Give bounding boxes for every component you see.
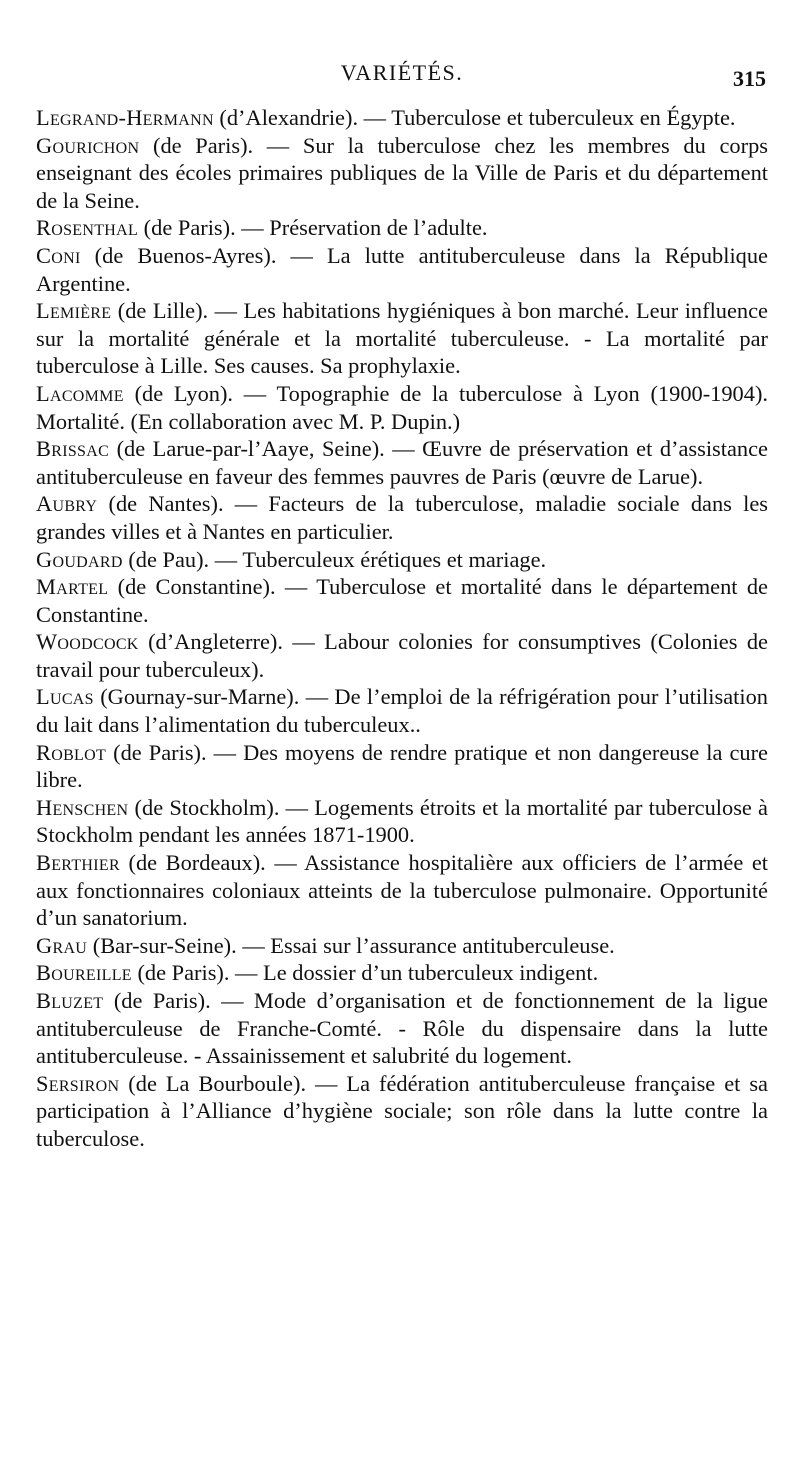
entry-author: Legrand-Hermann <box>36 105 214 130</box>
entry-text: (Bar-sur-Seine). — Essai sur l’assurance antituberculeuse. <box>87 932 615 958</box>
bibliography-list <box>36 104 768 1153</box>
entry-text: (de Paris). — Des moyens de rendre pratique et non dangereuse la cure libre. <box>36 739 768 793</box>
entry-author: Goudard <box>36 546 123 572</box>
entry-author: Lemière <box>36 298 112 324</box>
entry-text: (d’Angleterre). — Labour colonies for consumptives (Colonies de travail pour tuberculeux). <box>36 629 768 682</box>
bibliography-entry <box>36 242 768 297</box>
entry-author: Aubry <box>36 491 98 517</box>
bibliography-entry <box>36 987 768 1070</box>
bibliography-entry <box>36 1070 768 1153</box>
bibliography-entry <box>36 683 768 738</box>
entry-text: (de Pau). — Tuberculeux érétiques et mariage. <box>122 546 547 572</box>
entry-text: (d’Alexandrie). — Tuberculose et tuberculeux en Égypte. <box>213 105 736 130</box>
bibliography-entry <box>36 104 768 132</box>
bibliography-entry <box>36 435 768 490</box>
entry-text: (de Lille). — Les habitations hygiéniques à bon marché. Leur influence sur la mortalité générale et la mortalité tuberculeuse. - La mortalité par tuberculose à Lille. Ses causes. Sa prophylaxie. <box>36 298 768 379</box>
book-page <box>36 60 768 1153</box>
entry-author: Lucas <box>36 684 94 710</box>
entry-author: Grau <box>36 932 88 958</box>
entry-text: (de Constantine). — Tuberculose et mortalité dans le département de Constantine. <box>36 574 768 627</box>
entry-author: Woodcock <box>36 629 139 655</box>
entry-author: Boureille <box>36 960 132 986</box>
bibliography-entry <box>36 739 768 794</box>
running-head <box>36 60 768 104</box>
bibliography-entry <box>36 628 768 683</box>
bibliography-entry <box>36 297 768 380</box>
entry-author: Brissac <box>36 436 110 462</box>
bibliography-entry <box>36 573 768 628</box>
bibliography-entry <box>36 794 768 849</box>
entry-author: Gourichon <box>36 132 140 158</box>
bibliography-entry <box>36 132 768 215</box>
running-title: VARIÉTÉS. <box>340 60 464 85</box>
entry-text: (de Bordeaux). — Assistance hospitalière aux officiers de l’armée et aux fonctionnaires coloniaux atteints de la tuberculose pulmonaire. Opportunité d’un sanatorium. <box>36 850 768 931</box>
entry-author: Berthier <box>36 850 120 876</box>
page-number: 315 <box>733 66 766 91</box>
entry-author: Rosenthal <box>36 215 139 241</box>
entry-text: (de Paris). — Mode d’organisation et de fonctionnement de la ligue antituberculeuse de Franche-Comté. - Rôle du dispensaire dans la lutte antituberculeuse. - Assainissement et salubrité du logement. <box>36 988 768 1069</box>
entry-author: Bluzet <box>36 988 104 1013</box>
entry-author: Roblot <box>36 739 107 765</box>
entry-author: Sersiron <box>36 1070 120 1096</box>
entry-text: (de Nantes). — Facteurs de la tuberculose, maladie sociale dans les grandes villes et à Nantes en particulier. <box>36 491 768 544</box>
entry-text: (de La Bourboule). — La fédération antituberculeuse française et sa participation à l’Alliance d’hygiène sociale; son rôle dans la lutte contre la tuberculose. <box>36 1070 768 1151</box>
bibliography-entry <box>36 490 768 545</box>
entry-text: (de Paris). — Sur la tuberculose chez les membres du corps enseignant des écoles primaires publiques de la Ville de Paris et du département de la Seine. <box>36 132 768 213</box>
entry-author: Henschen <box>36 794 129 820</box>
entry-text: (de Paris). — Le dossier d’un tuberculeux indigent. <box>131 960 599 986</box>
entry-text: (de Buenos-Ayres). — La lutte antituberculeuse dans la République Argentine. <box>36 242 768 296</box>
entry-author: Martel <box>36 574 109 600</box>
bibliography-entry <box>36 546 768 574</box>
entry-text: (Gournay-sur-Marne). — De l’emploi de la réfrigération pour l’utilisation du lait dans l’alimentation du tuberculeux.. <box>36 684 768 738</box>
bibliography-entry <box>36 380 768 435</box>
entry-text: (de Lyon). — Topographie de la tuberculose à Lyon (1900-1904). Mortalité. (En collaboration avec M. P. Dupin.) <box>36 380 768 434</box>
bibliography-entry <box>36 849 768 932</box>
entry-text: (de Larue-par-l’Aaye, Seine). — Œuvre de préservation et d’assistance antituberculeuse en faveur des femmes pauvres de Paris (œuvre de Larue). <box>36 436 768 489</box>
entry-text: (de Paris). — Préservation de l’adulte. <box>138 215 488 241</box>
bibliography-entry <box>36 959 768 987</box>
entry-author: Lacomme <box>36 380 124 406</box>
entry-author: Coni <box>36 242 81 268</box>
bibliography-entry <box>36 214 768 242</box>
bibliography-entry <box>36 932 768 960</box>
entry-text: (de Stockholm). — Logements étroits et la mortalité par tuberculose à Stockholm pendant les années 1871-1900. <box>36 794 768 848</box>
